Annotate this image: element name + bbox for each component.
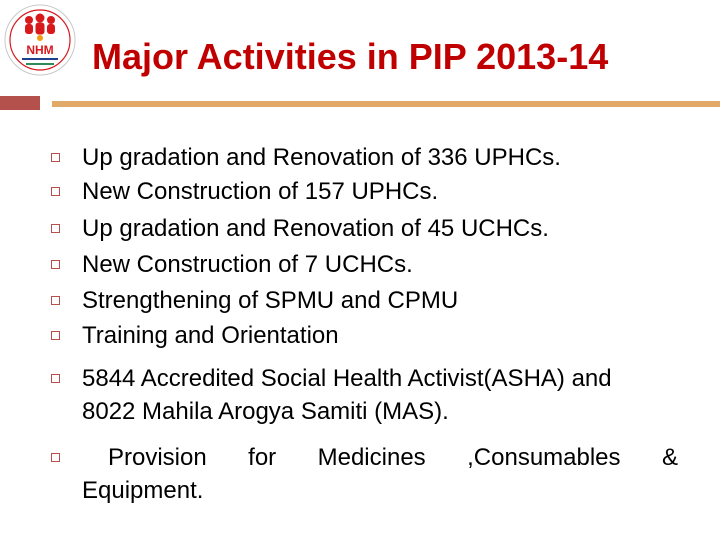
bullet-line: Provision for Medicines ,Consumables & bbox=[108, 444, 678, 471]
title-rule bbox=[52, 101, 720, 107]
square-bullet-icon bbox=[51, 453, 60, 462]
square-bullet-icon bbox=[51, 260, 60, 269]
bullet-line: Equipment. bbox=[82, 477, 204, 504]
bullet-line: 8022 Mahila Arogya Samiti (MAS). bbox=[82, 398, 449, 425]
bullet-text bbox=[82, 364, 678, 426]
nhm-logo bbox=[2, 2, 78, 78]
bullet-text: Up gradation and Renovation of 45 UCHCs. bbox=[82, 215, 549, 242]
bullet-line: 5844 Accredited Social Health Activist(ASHA) and bbox=[82, 365, 612, 392]
title-rule-accent bbox=[0, 96, 40, 110]
square-bullet-icon bbox=[51, 374, 60, 383]
bullet-text: Training and Orientation bbox=[82, 322, 339, 349]
bullet-text: Up gradation and Renovation of 336 UPHCs. bbox=[82, 144, 561, 171]
logo-text: NHM bbox=[26, 43, 54, 57]
square-bullet-icon bbox=[51, 331, 60, 340]
page-title: Major Activities in PIP 2013-14 bbox=[92, 36, 609, 77]
square-bullet-icon bbox=[51, 187, 60, 196]
square-bullet-icon bbox=[51, 296, 60, 305]
square-bullet-icon bbox=[51, 224, 60, 233]
bullet-text: New Construction of 157 UPHCs. bbox=[82, 178, 439, 205]
bullet-text bbox=[82, 443, 678, 505]
bullet-text: New Construction of 7 UCHCs. bbox=[82, 251, 413, 278]
bullet-text: Strengthening of SPMU and CPMU bbox=[82, 287, 459, 314]
square-bullet-icon bbox=[51, 153, 60, 162]
